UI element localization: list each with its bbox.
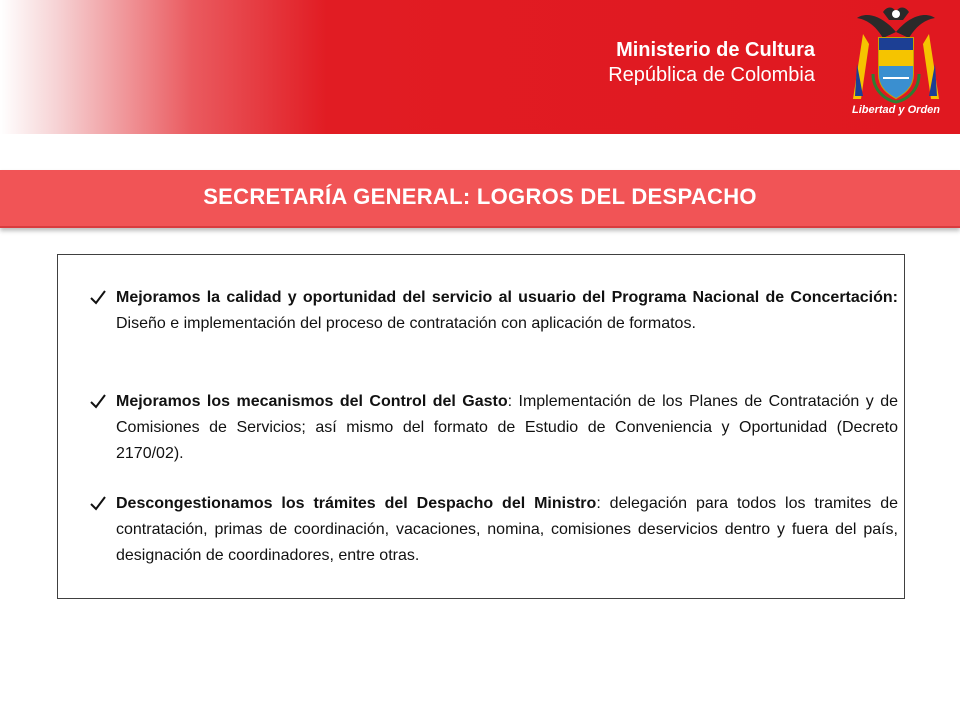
achievement-detail: : delegación para todos los tramites de contratación, primas de coordinación, vacaciones, nomina, comisiones deservicios dentro y fuera del país, designación de coordinadores, entre otras. (116, 495, 898, 564)
achievement-text (116, 389, 898, 467)
achievement-item (88, 491, 898, 569)
achievement-item (88, 285, 898, 337)
checkmark-icon (88, 389, 108, 415)
achievement-text (116, 285, 898, 337)
achievements-box (57, 254, 905, 599)
header-bar (0, 0, 960, 134)
country-name: República de Colombia (608, 64, 815, 86)
section-banner (0, 170, 960, 228)
ministry-block (608, 38, 815, 88)
ministry-name: Ministerio de Cultura (616, 39, 815, 61)
crest-motto: Libertad y Orden (851, 104, 941, 116)
achievement-headline: Descongestionamos los trámites del Despacho del Ministro (116, 495, 597, 512)
checkmark-icon (88, 491, 108, 517)
achievement-detail: Diseño e implementación del proceso de contratación con aplicación de formatos. (116, 315, 696, 332)
achievement-item (88, 389, 898, 467)
banner-title: SECRETARÍA GENERAL: LOGROS DEL DESPACHO (203, 184, 757, 209)
achievement-text (116, 491, 898, 569)
achievement-headline: Mejoramos la calidad y oportunidad del servicio al usuario del Programa Nacional de Concertación: (116, 289, 898, 306)
achievement-detail: : Implementación de los Planes de Contratación y de Comisiones de Servicios; así mismo del formato de Estudio de Conveniencia y Oportunidad (Decreto 2170/02). (116, 393, 898, 462)
achievement-headline: Mejoramos los mecanismos del Control del Gasto (116, 393, 508, 410)
checkmark-icon (88, 285, 108, 311)
